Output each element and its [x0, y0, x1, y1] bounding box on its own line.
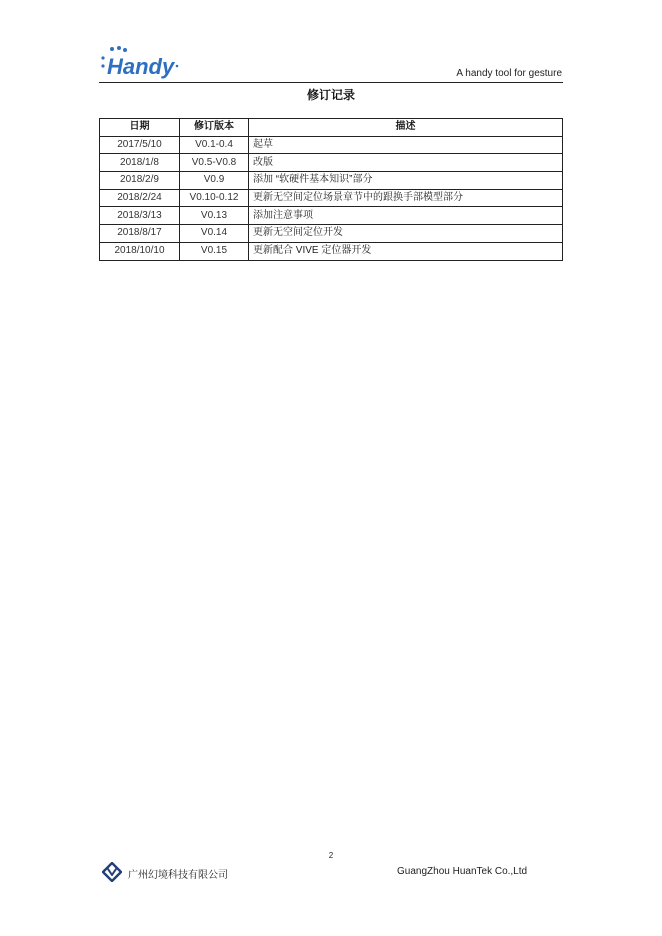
table-row — [100, 225, 563, 243]
cell-version: V0.10-0.12 — [180, 189, 249, 207]
header-tagline: A handy tool for gesture — [456, 68, 562, 79]
revision-table — [99, 118, 563, 261]
table-row — [100, 189, 563, 207]
table-row — [100, 136, 563, 154]
cell-version: V0.5-V0.8 — [180, 154, 249, 172]
cell-description: 起草 — [249, 136, 563, 154]
column-header-version: 修订版本 — [180, 119, 249, 137]
column-header-date: 日期 — [100, 119, 180, 137]
page-title: 修订记录 — [306, 88, 355, 102]
header-divider — [99, 82, 563, 83]
cell-date: 2018/1/8 — [100, 154, 180, 172]
cell-date: 2018/8/17 — [100, 225, 180, 243]
logo-wordmark: Handy — [107, 54, 175, 79]
table-header-row — [100, 119, 563, 137]
column-header-description: 描述 — [249, 119, 563, 137]
cell-description: 改版 — [249, 154, 563, 172]
handy-logo — [99, 44, 181, 80]
cell-version: V0.13 — [180, 207, 249, 225]
cell-date: 2018/3/13 — [100, 207, 180, 225]
cell-description: 添加 “软硬件基本知识”部分 — [249, 172, 563, 190]
cell-date: 2018/10/10 — [100, 242, 180, 260]
cell-date: 2017/5/10 — [100, 136, 180, 154]
cell-date: 2018/2/9 — [100, 172, 180, 190]
cell-version: V0.1-0.4 — [180, 136, 249, 154]
cell-description: 更新无空间定位开发 — [249, 225, 563, 243]
cell-description: 更新配合 VIVE 定位器开发 — [249, 242, 563, 260]
footer-company-name-en: GuangZhou HuanTek Co.,Ltd — [397, 866, 528, 877]
cell-version: V0.14 — [180, 225, 249, 243]
cell-description: 添加注意事项 — [249, 207, 563, 225]
footer-company-name-cn: 广州幻境科技有限公司 — [128, 870, 228, 881]
company-logo-icon — [102, 862, 122, 882]
cell-version: V0.9 — [180, 172, 249, 190]
table-row — [100, 242, 563, 260]
page-number: 2 — [328, 851, 334, 860]
table-row — [100, 172, 563, 190]
cell-version: V0.15 — [180, 242, 249, 260]
cell-description: 更新无空间定位场景章节中的跟换手部模型部分 — [249, 189, 563, 207]
table-row — [100, 207, 563, 225]
table-row — [100, 154, 563, 172]
cell-date: 2018/2/24 — [100, 189, 180, 207]
